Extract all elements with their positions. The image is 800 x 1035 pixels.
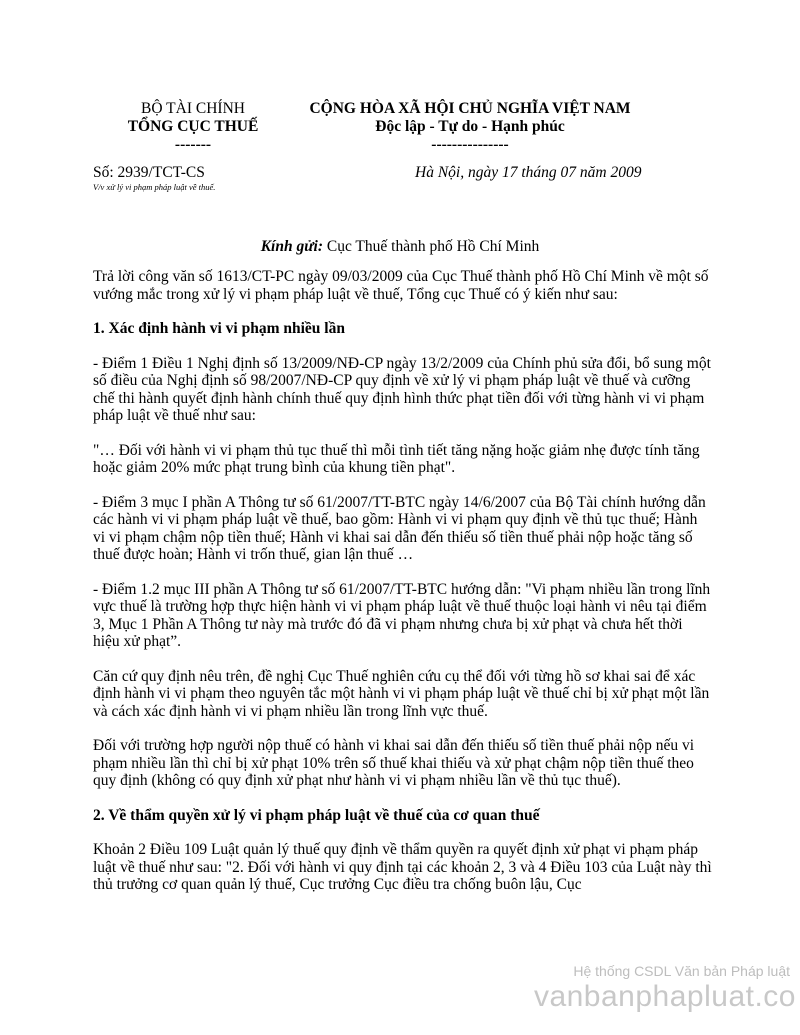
national-motto: Độc lập - Tự do - Hạnh phúc	[375, 118, 565, 135]
left-divider: -------	[174, 136, 212, 153]
watermark-caption: Hệ thống CSDL Văn bản Pháp luật	[573, 963, 790, 979]
republic-name: CỘNG HÒA XÃ HỘI CHỦ NGHĨA VIỆT NAM	[309, 100, 631, 117]
body-paragraph: Khoản 2 Điều 109 Luật quản lý thuế quy định về thẩm quyền ra quyết định xử phạt vi phạm pháp luật về thuế như sau: "2. Đối với hành vi quy định tại các khoản 2, 3 và 4 Điều 103 của Luật này thì thủ trưởng cơ quan quản lý thuế, Cục trưởng Cục điều tra chống buôn lậu, Cục	[93, 841, 712, 893]
recipient-line	[0, 238, 800, 256]
body-paragraph: - Điểm 1.2 mục III phần A Thông tư số 61/2007/TT-BTC hướng dẫn: "Vi phạm nhiều lần trong lĩnh vực thuế là trường hợp thực hiện hành vi vi phạm pháp luật về thuế thuộc loại hành vi nêu tại điểm 3, Mục 1 Phần A Thông tư này mà trước đó đã vi phạm nhưng chưa bị xử phạt và chưa hết thời hiệu xử phạt”.	[93, 580, 711, 650]
document-number: Số: 2939/TCT-CS	[93, 164, 205, 181]
body-paragraph: Căn cứ quy định nêu trên, đề nghị Cục Thuế nghiên cứu cụ thể đối với từng hồ sơ khai sai để xác định hành vi vi phạm theo nguyên tắc một hành vi vi phạm pháp luật về thuế chỉ bị xử phạt một lần và cách xác định hành vi vi phạm nhiều lần trong lĩnh vực thuế.	[93, 667, 710, 720]
recipient-label: Kính gửi:	[260, 238, 323, 255]
ministry-name: BỘ TÀI CHÍNH	[141, 100, 245, 117]
national-title-block	[290, 100, 650, 154]
watermark-site: vanbanphapluat.co	[533, 980, 796, 1013]
document-body	[93, 268, 713, 911]
body-paragraph: - Điểm 3 mục I phần A Thông tư số 61/2007/TT-BTC ngày 14/6/2007 của Bộ Tài chính hướng dẫn các hành vi vi phạm pháp luật về thuế, bao gồm: Hành vi vi phạm quy định về thủ tục thuế; Hành vi vi phạm chậm nộp tiền thuế; Hành vi khai sai dẫn đến thiếu số tiền thuế phải nộp hoặc tăng số thuế được hoàn; Hành vi trốn thuế, gian lận thuế …	[93, 493, 706, 563]
body-paragraph: - Điểm 1 Điều 1 Nghị định số 13/2009/NĐ-CP ngày 13/2/2009 của Chính phủ sửa đổi, bổ sung một số điều của Nghị định số 98/2007/NĐ-CP quy định về xử lý vi phạm pháp luật về thuế và cưỡng chế thi hành quyết định hành chính thuế quy định hình thức phạt tiền đối với từng hành vi vi phạm pháp luật về thuế như sau:	[93, 354, 711, 424]
intro-paragraph: Trả lời công văn số 1613/CT-PC ngày 09/03/2009 của Cục Thuế thành phố Hồ Chí Minh về một số vướng mắc trong xử lý vi phạm pháp luật về thuế, Tổng cục Thuế có ý kiến như sau:	[93, 268, 709, 303]
body-paragraph: Đối với trường hợp người nộp thuế có hành vi khai sai dẫn đến thiếu số tiền thuế phải nộp nếu vi phạm nhiều lần thì chỉ bị xử phạt 10% trên số thuế khai thiếu và xử phạt chậm nộp tiền thuế theo quy định (không có quy định xử phạt như hành vi vi phạm nhiều lần về thủ tục thuế).	[93, 737, 695, 789]
document-subject: V/v xử lý vi phạm pháp luật về thuế.	[93, 182, 216, 192]
body-paragraph: "… Đối với hành vi vi phạm thủ tục thuế thì mỗi tình tiết tăng nặng hoặc giảm nhẹ được tính tăng hoặc giảm 20% mức phạt trung bình của khung tiền phạt".	[93, 441, 700, 476]
department-name: TỔNG CỤC THUẾ	[127, 118, 259, 135]
recipient-name: Cục Thuế thành phố Hồ Chí Minh	[322, 238, 540, 255]
section-1-heading: 1. Xác định hành vi vi phạm nhiều lần	[93, 320, 345, 337]
section-2-heading: 2. Về thẩm quyền xử lý vi phạm pháp luật về thuế của cơ quan thuế	[93, 806, 540, 824]
issuing-authority-block	[93, 100, 293, 154]
right-divider: ---------------	[431, 136, 509, 153]
document-date: Hà Nội, ngày 17 tháng 07 năm 2009	[415, 164, 642, 181]
